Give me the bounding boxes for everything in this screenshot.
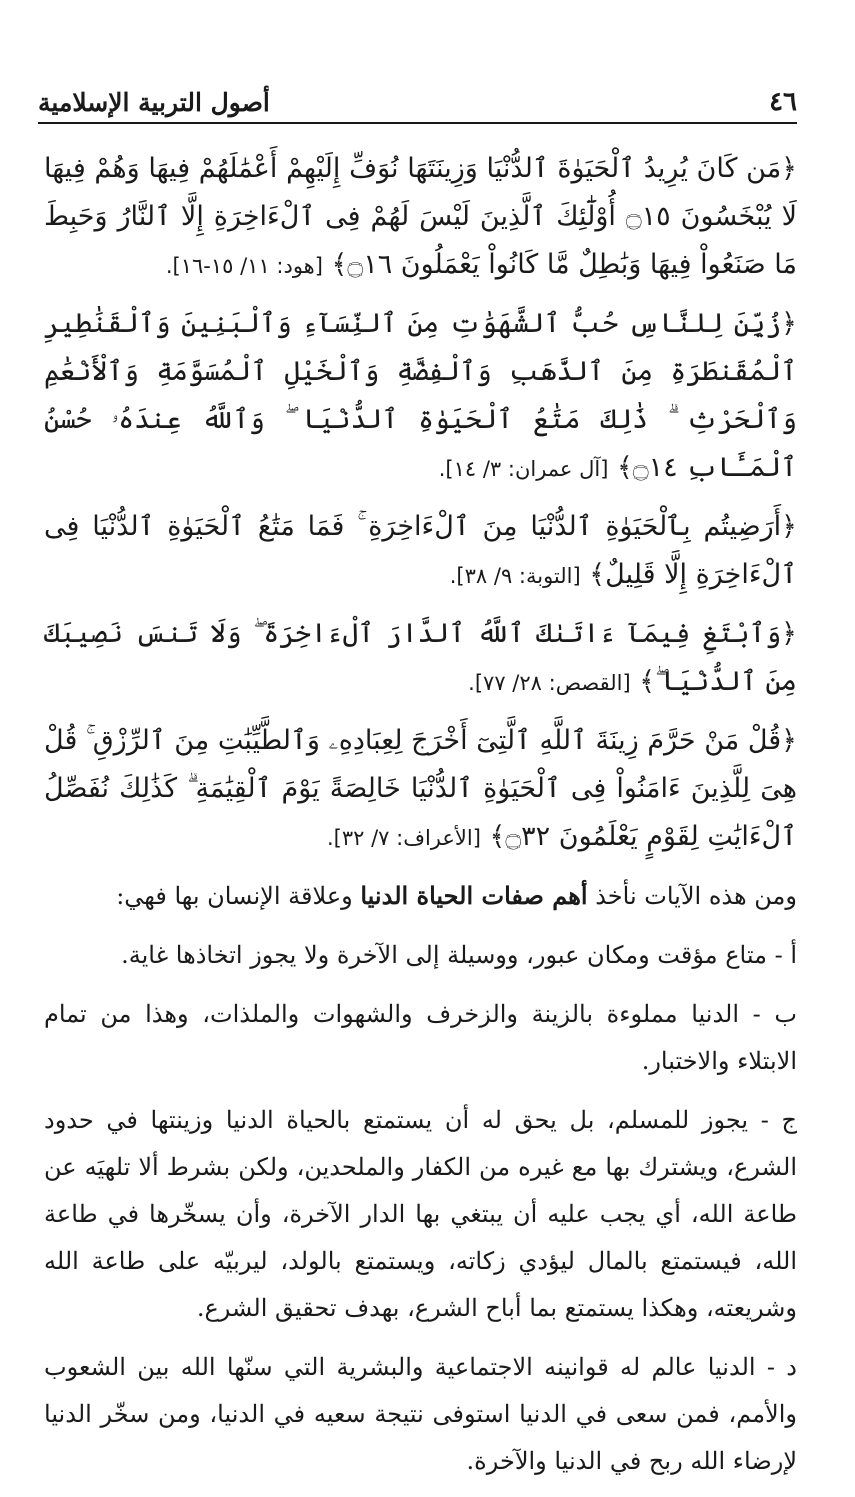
verse-reference: [الأعراف: ٧/ ٣٢]. xyxy=(326,826,481,850)
intro-text-after: وعلاقة الإنسان بها فهي: xyxy=(116,882,361,910)
quran-verse-2 xyxy=(44,300,797,493)
quran-verse-5 xyxy=(44,717,797,862)
verse-text: ﴿زُيِّنَ لِلنَّاسِ حُبُّ ٱلشَّهَوَٰتِ مِنَ ٱلنِّسَآءِ وَٱلْبَنِينَ وَٱلْقَنَٰطِيرِ ٱلْمُقَنطَرَةِ مِنَ ٱلذَّهَبِ وَٱلْفِضَّةِ وَٱلْخَيْلِ ٱلْمُسَوَّمَةِ وَٱلْأَنْعَٰمِ وَٱلْحَرْثِ ۗ ذَٰلِكَ مَتَٰعُ ٱلْحَيَوٰةِ ٱلدُّنْيَا ۖ وَٱللَّهُ عِندَهُۥ حُسْنُ ٱلْمَـَٔابِ ۝١٤﴾ xyxy=(44,308,797,483)
page-content xyxy=(44,145,797,1497)
quran-verse-1 xyxy=(44,145,797,290)
verse-reference: [آل عمران: ٣/ ١٤]. xyxy=(438,457,609,481)
page-number: ٤٦ xyxy=(769,87,797,117)
intro-text-before: ومن هذه الآيات نأخذ xyxy=(587,882,797,910)
verse-reference: [هود: ١١/ ١٥-١٦]. xyxy=(165,254,323,278)
verse-text: ﴿مَن كَانَ يُرِيدُ ٱلْحَيَوٰةَ ٱلدُّنْيَا وَزِينَتَهَا نُوَفِّ إِلَيْهِمْ أَعْمَٰلَهُمْ فِيهَا وَهُمْ فِيهَا لَا يُبْخَسُونَ ۝١٥ أُوْلَٰٓئِكَ ٱلَّذِينَ لَيْسَ لَهُمْ فِى ٱلْءَاخِرَةِ إِلَّا ٱلنَّارُ وَحَبِطَ مَا صَنَعُواْ فِيهَا وَبَٰطِلٌ مَّا كَانُواْ يَعْمَلُونَ ۝١٦﴾ xyxy=(44,153,797,280)
intro-bold-text: أهم صفات الحياة الدنيا xyxy=(360,881,588,910)
point-d: د - الدنيا عالم له قوانينه الاجتماعية والبشرية التي سنّها الله بين الشعوب والأمم، فمن سعى في الدنيا استوفى نتيجة سعيه في الدنيا، ومن سخّر الدنيا لإرضاء الله ربح في الدنيا والآخرة. xyxy=(44,1353,797,1475)
verse-text: ﴿وَٱبْتَغِ فِيمَآ ءَاتَىٰكَ ٱللَّهُ ٱلدَّارَ ٱلْءَاخِرَةَ ۖ وَلَا تَنسَ نَصِيبَكَ مِنَ ٱلدُّنْيَا ۖ﴾ xyxy=(44,618,797,697)
intro-paragraph xyxy=(44,872,797,920)
quran-verse-4 xyxy=(44,610,797,707)
point-a: أ - متاع مؤقت ومكان عبور، ووسيلة إلى الآخرة ولا يجوز اتخاذها غاية. xyxy=(121,941,797,969)
verse-reference: [التوبة: ٩/ ٣٨]. xyxy=(449,564,581,588)
point-b: ب - الدنيا مملوءة بالزينة والزخرف والشهوات والملذات، وهذا من تمام الابتلاء والاختبار. xyxy=(44,1000,797,1075)
point-c: ج - يجوز للمسلم، بل يحق له أن يستمتع بالحياة الدنيا وزينتها في حدود الشرع، ويشترك بها مع غيره من الكفار والملحدين، ولكن بشرط ألا تلهيَه عن طاعة الله، أي يجب عليه أن يبتغي بها الدار الآخرة، وأن يسخّرها في طاعة الله، فيستمتع بالمال ليؤدي زكاته، ويستمتع بالولد، ليربيّه على طاعة الله وشريعته، وهكذا يستمتع بما أباح الشرع، بهدف تحقيق الشرع. xyxy=(44,1106,797,1322)
quran-verse-3 xyxy=(44,503,797,600)
running-title: أصول التربية الإسلامية xyxy=(38,87,270,117)
verse-text: ﴿أَرَضِيتُم بِٱلْحَيَوٰةِ ٱلدُّنْيَا مِنَ ٱلْءَاخِرَةِ ۚ فَمَا مَتَٰعُ ٱلْحَيَوٰةِ ٱلدُّنْيَا فِى ٱلْءَاخِرَةِ إِلَّا قَلِيلٌ﴾ xyxy=(44,511,797,590)
verse-reference: [القصص: ٢٨/ ٧٧]. xyxy=(468,671,631,695)
verse-text: ﴿قُلْ مَنْ حَرَّمَ زِينَةَ ٱللَّهِ ٱلَّتِىٓ أَخْرَجَ لِعِبَادِهِۦ وَٱلطَّيِّبَٰتِ مِنَ ٱلرِّزْقِ ۚ قُلْ هِىَ لِلَّذِينَ ءَامَنُواْ فِى ٱلْحَيَوٰةِ ٱلدُّنْيَا خَالِصَةً يَوْمَ ٱلْقِيَٰمَةِ ۗ كَذَٰلِكَ نُفَصِّلُ ٱلْءَايَٰتِ لِقَوْمٍ يَعْلَمُونَ ۝٣٢﴾ xyxy=(44,725,797,852)
page-header xyxy=(38,82,797,124)
